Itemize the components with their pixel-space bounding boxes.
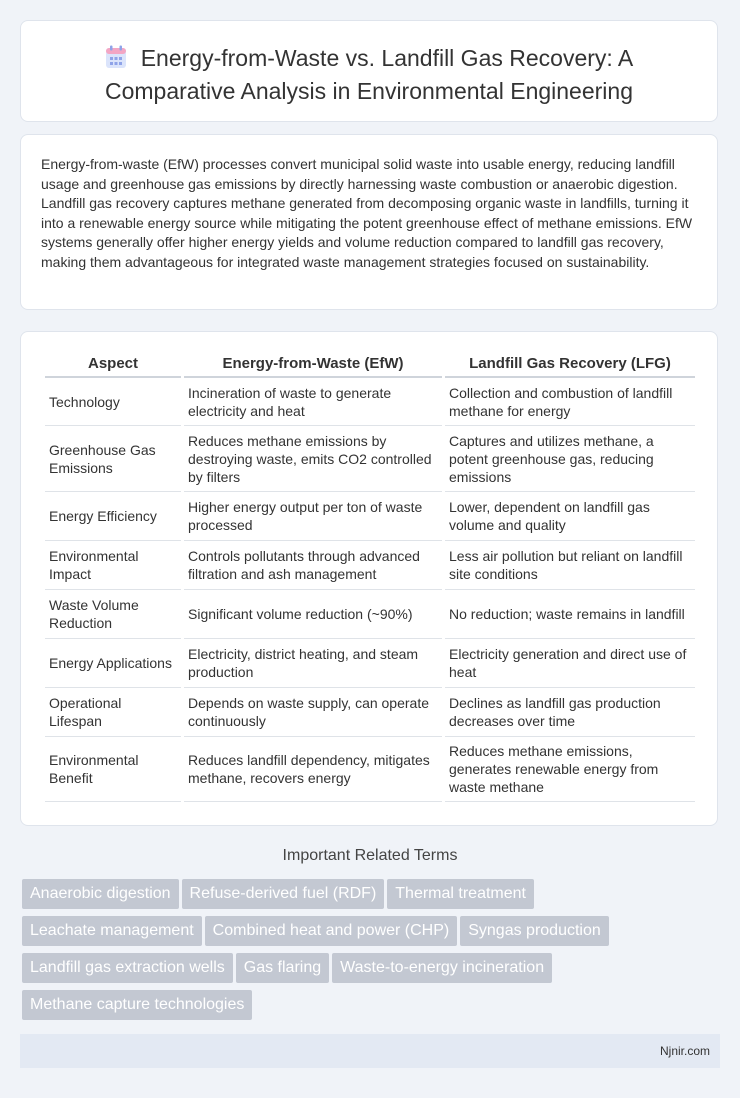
intro-paragraph: Energy-from-waste (EfW) processes convert municipal solid waste into usable energy, reducing landfill usage and greenhouse gas emissions by directly harnessing waste combustion or anaerobic digestion. Landfill gas recovery captures methane generated from decomposing organic waste in landfills, turning it into a renewable energy source while mitigating the potent greenhouse effect of methane emissions. EfW systems generally offer higher energy yields and volume reduction compared to landfill gas recovery, making them advantageous for integrated waste management strategies focused on sustainability. [41,156,693,270]
related-term-tag[interactable]: Gas flaring [236,953,329,983]
intro-card [20,134,718,310]
comparison-card [20,331,718,826]
cell-efw: Depends on waste supply, can operate continuously [184,688,442,737]
cell-aspect: Waste Volume Reduction [45,590,181,639]
cell-efw: Higher energy output per ton of waste processed [184,492,442,541]
cell-lfg: Declines as landfill gas production decreases over time [445,688,695,737]
cell-aspect: Greenhouse Gas Emissions [45,426,181,492]
title-card [20,20,718,122]
related-term-tag[interactable]: Thermal treatment [387,879,534,909]
cell-lfg: Reduces methane emissions, generates renewable energy from waste methane [445,737,695,802]
related-term-tag[interactable]: Anaerobic digestion [22,879,179,909]
calendar-grid-icon [105,45,127,76]
header-lfg: Landfill Gas Recovery (LFG) [445,351,695,378]
cell-aspect: Operational Lifespan [45,688,181,737]
cell-efw: Reduces methane emissions by destroying waste, emits CO2 controlled by filters [184,426,442,492]
footer [20,1034,720,1068]
cell-efw: Electricity, district heating, and steam production [184,639,442,688]
related-term-tag[interactable]: Landfill gas extraction wells [22,953,233,983]
cell-efw: Controls pollutants through advanced filtration and ash management [184,541,442,590]
related-term-tag[interactable]: Syngas production [460,916,609,946]
table-row [45,737,695,802]
page-title-text: Energy-from-Waste vs. Landfill Gas Recovery: A Comparative Analysis in Environmental Engineering [104,45,634,104]
cell-efw: Incineration of waste to generate electricity and heat [184,378,442,426]
cell-efw: Significant volume reduction (~90%) [184,590,442,639]
related-term-tag[interactable]: Combined heat and power (CHP) [205,916,458,946]
cell-aspect: Technology [45,378,181,426]
table-row [45,541,695,590]
related-term-tag[interactable]: Leachate management [22,916,202,946]
cell-lfg: No reduction; waste remains in landfill [445,590,695,639]
footer-site-link[interactable]: Njnir.com [659,1044,710,1058]
table-row [45,426,695,492]
cell-aspect: Energy Applications [45,639,181,688]
table-row [45,590,695,639]
table-row [45,688,695,737]
cell-lfg: Less air pollution but reliant on landfill site conditions [445,541,695,590]
comparison-table [42,351,698,802]
related-terms-list [22,879,622,1027]
cell-aspect: Environmental Impact [45,541,181,590]
cell-aspect: Environmental Benefit [45,737,181,802]
table-header-row [45,351,695,378]
cell-lfg: Captures and utilizes methane, a potent greenhouse gas, reducing emissions [445,426,695,492]
cell-efw: Reduces landfill dependency, mitigates methane, recovers energy [184,737,442,802]
related-term-tag[interactable]: Methane capture technologies [22,990,252,1020]
cell-lfg: Lower, dependent on landfill gas volume and quality [445,492,695,541]
header-aspect: Aspect [45,351,181,378]
table-row [45,639,695,688]
header-efw: Energy-from-Waste (EfW) [184,351,442,378]
cell-lfg: Electricity generation and direct use of heat [445,639,695,688]
cell-aspect: Energy Efficiency [45,492,181,541]
page-title [21,43,717,106]
cell-lfg: Collection and combustion of landfill methane for energy [445,378,695,426]
related-term-tag[interactable]: Waste-to-energy incineration [332,953,552,983]
related-terms-title: Important Related Terms [282,847,458,864]
table-row [45,378,695,426]
related-term-tag[interactable]: Refuse-derived fuel (RDF) [182,879,385,909]
table-row [45,492,695,541]
